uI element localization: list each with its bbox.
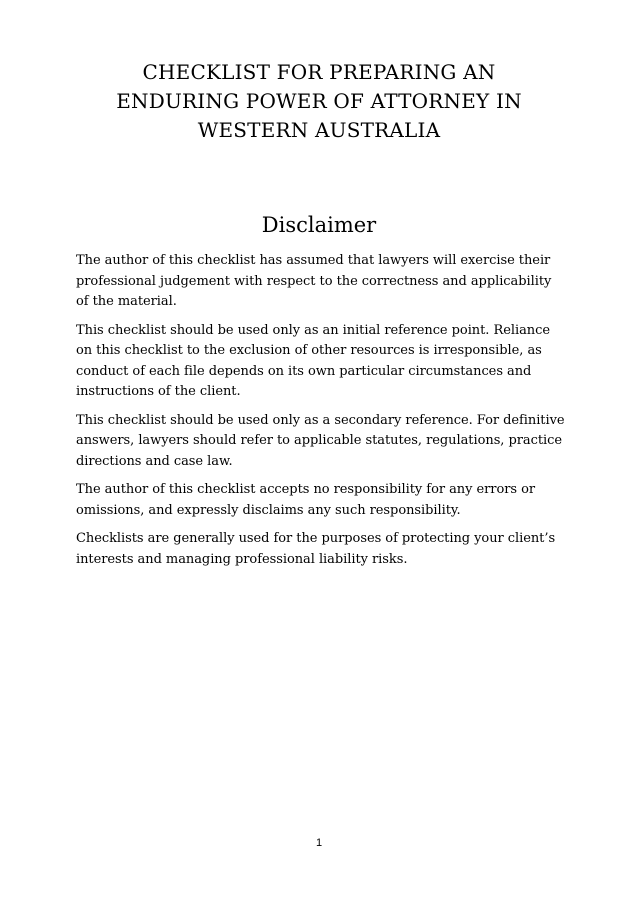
disclaimer-body: [76, 251, 566, 578]
disclaimer-paragraph: The author of this checklist accepts no responsibility for any errors or omissions, and expressly disclaims any such responsibility.: [76, 482, 536, 518]
disclaimer-paragraph: Checklists are generally used for the purposes of protecting your client’s interests and managing professional liability risks.: [76, 531, 556, 567]
page-number: 1: [315, 837, 323, 849]
disclaimer-paragraph: The author of this checklist has assumed that lawyers will exercise their professional judgement with respect to the correctness and applicability of the material.: [76, 253, 552, 309]
disclaimer-paragraph: This checklist should be used only as an initial reference point. Reliance on this checklist to the exclusion of other resources is irresponsible, as conduct of each file depends on its own particular circumstances and instructions of the client.: [76, 322, 550, 399]
disclaimer-heading: Disclaimer: [261, 213, 377, 237]
document-title-line: ENDURING POWER OF ATTORNEY IN: [116, 89, 522, 113]
document-title-line: CHECKLIST FOR PREPARING AN: [142, 60, 496, 84]
document-title-line: WESTERN AUSTRALIA: [197, 118, 441, 142]
disclaimer-paragraph: This checklist should be used only as a secondary reference. For definitive answers, lawyers should refer to applicable statutes, regulations, practice directions and case law.: [76, 412, 565, 469]
document-title: [70, 58, 568, 145]
